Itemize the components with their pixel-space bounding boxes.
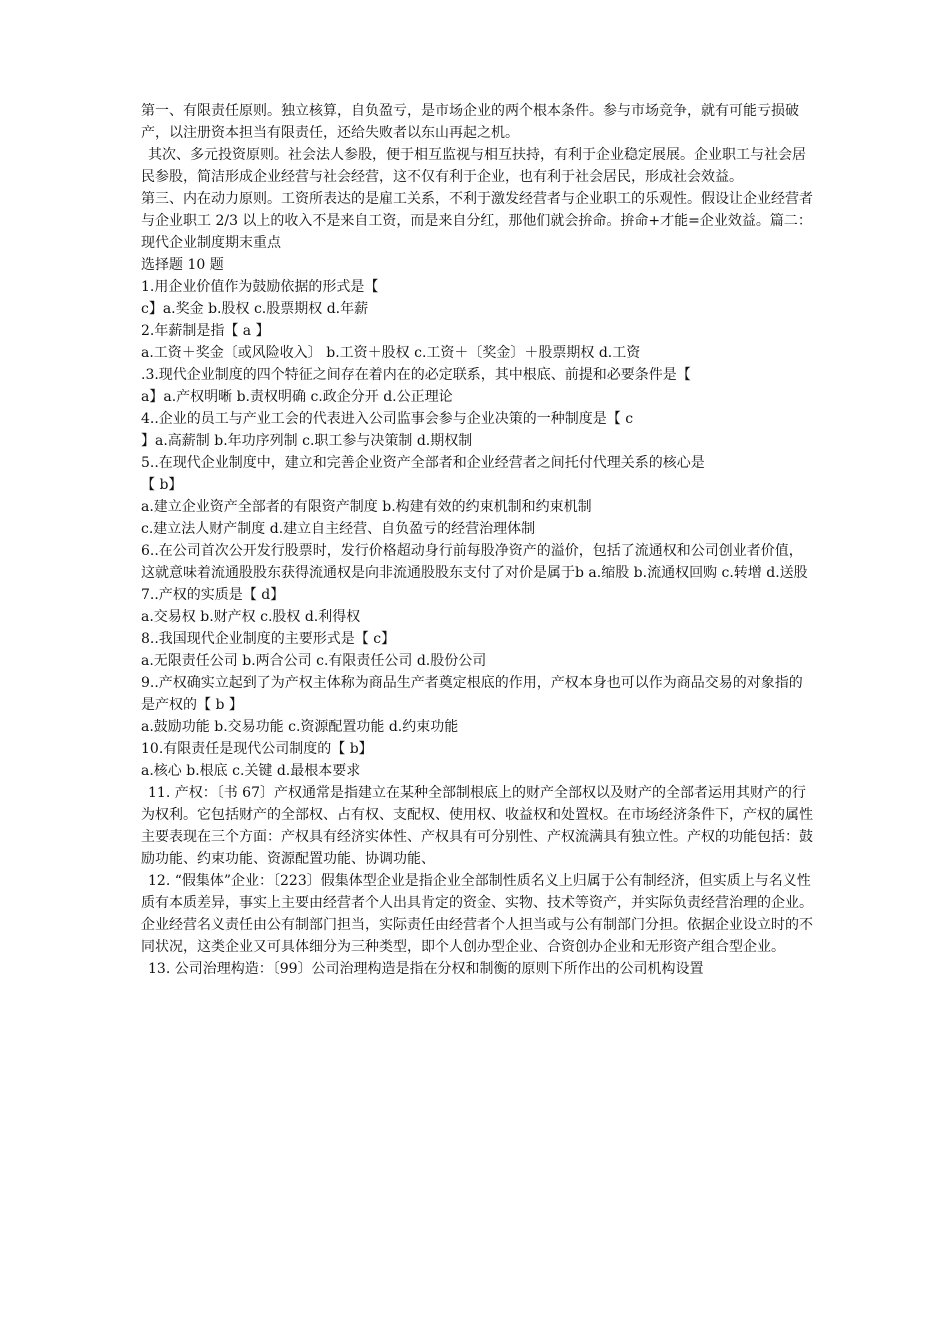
question-4: 4..企业的员工与产业工会的代表进入公司监事会参与企业决策的一种制度是【 c — [141, 411, 634, 427]
section-heading-multiple-choice: 选择题 10 题 — [141, 257, 224, 273]
question-1: 1.用企业价值作为鼓励依据的形式是【 — [141, 279, 379, 295]
question-2: 2.年薪制是指【 a 】 — [141, 323, 270, 339]
question-5-answer: 【 b】 — [141, 477, 183, 493]
definition-corporate-governance: 13. 公司治理构造：〔99〕公司治理构造是指在分权和制衡的原则下所作出的公司机构设置 — [148, 961, 704, 977]
question-8-options: a.无限责任公司 b.两合公司 c.有限责任公司 d.股份公司 — [141, 653, 487, 669]
question-7: 7..产权的实质是【 d】 — [141, 587, 285, 603]
question-5: 5..在现代企业制度中，建立和完善企业资产全部者和企业经营者之间托付代理关系的核心是 — [141, 455, 705, 471]
document-body — [141, 100, 816, 980]
definition-property-rights: 11. 产权：〔书 67〕产权通常是指建立在某种全部制根底上的财产全部权以及财产的全部者运用其财产的行为权利。它包括财产的全部权、占有权、支配权、使用权、收益权和处置权。在市场经济条件下，产权的属性主要表现在三个方面：产权具有经济实体性、产权具有可分别性、产权流满具有独立性。产权的功能包括：鼓励功能、约束功能、资源配置功能、协调功能、 — [141, 785, 813, 867]
paragraph-limited-liability: 第一、有限责任原则。独立核算，自负盈亏，是市场企业的两个根本条件。参与市场竞争，就有可能亏损破产，以注册资本担当有限责任，还给失败者以东山再起之机。 — [141, 103, 799, 141]
definition-pseudo-collective: 12. “假集体”企业：〔223〕假集体型企业是指企业全部制性质名义上归属于公有制经济，但实质上与名义性质有本质差异，事实上主要由经营者个人出具肯定的资金、实物、技术等资产，并实际负责经营治理的企业。企业经营名义责任由公有制部门担当，实际责任由经营者个人担当或与公有制部门分担。依据企业设立时的不同状况，这类企业又可具体细分为三种类型，即个人创办型企业、合资创办企业和无形资产组合型企业。 — [141, 873, 813, 955]
question-3-options: a】a.产权明晰 b.责权明确 c.政企分开 d.公正理论 — [141, 389, 453, 405]
paragraph-internal-motivation: 第三、内在动力原则。工资所表达的是雇工关系，不利于激发经营者与企业职工的乐观性。假设让企业经营者与企业职工 2/3 以上的收入不是来自工资，而是来自分红，那他们就会拚命。拚命+才能=企业效益。篇二：现代企业制度期末重点 — [141, 191, 813, 251]
question-4-options: 】a.高薪制 b.年功序列制 c.职工参与决策制 d.期权制 — [141, 433, 473, 449]
question-9-options: a.鼓励功能 b.交易功能 c.资源配置功能 d.约束功能 — [141, 719, 459, 735]
question-5-options-cd: c.建立法人财产制度 d.建立自主经营、自负盈亏的经营治理体制 — [141, 521, 536, 537]
question-9: 9..产权确实立起到了为产权主体称为商品生产者奠定根底的作用，产权本身也可以作为商品交易的对象指的是产权的【 b 】 — [141, 675, 803, 713]
paragraph-multi-investment: 其次、多元投资原则。社会法人参股，便于相互监视与相互扶持，有利于企业稳定展展。企业职工与社会居民参股，简洁形成企业经营与社会经营，这不仅有利于企业，也有利于社会居民，形成社会效益。 — [141, 147, 806, 185]
question-10: 10.有限责任是现代公司制度的【 b】 — [141, 741, 373, 757]
question-2-options: a.工资＋奖金〔或风险收入〕 b.工资＋股权 c.工资＋〔奖金〕＋股票期权 d.工资 — [141, 345, 641, 361]
question-10-options: a.核心 b.根底 c.关键 d.最根本要求 — [141, 763, 361, 779]
question-3: .3.现代企业制度的四个特征之间存在着内在的必定联系，其中根底、前提和必要条件是【 — [141, 367, 691, 383]
question-6: 6..在公司首次公开发行股票时，发行价格超动身行前每股净资产的溢价，包括了流通权和公司创业者价值，这就意味着流通股股东获得流通权是向非流通股股东支付了对价是属于b a.缩股 b.流通权回购 c.转增 d.送股 — [141, 543, 808, 581]
question-8: 8..我国现代企业制度的主要形式是【 c】 — [141, 631, 396, 647]
question-1-options: c】a.奖金 b.股权 c.股票期权 d.年薪 — [141, 301, 369, 317]
question-7-options: a.交易权 b.财产权 c.股权 d.利得权 — [141, 609, 361, 625]
question-5-options-ab: a.建立企业资产全部者的有限资产制度 b.构建有效的约束机制和约束机制 — [141, 499, 592, 515]
